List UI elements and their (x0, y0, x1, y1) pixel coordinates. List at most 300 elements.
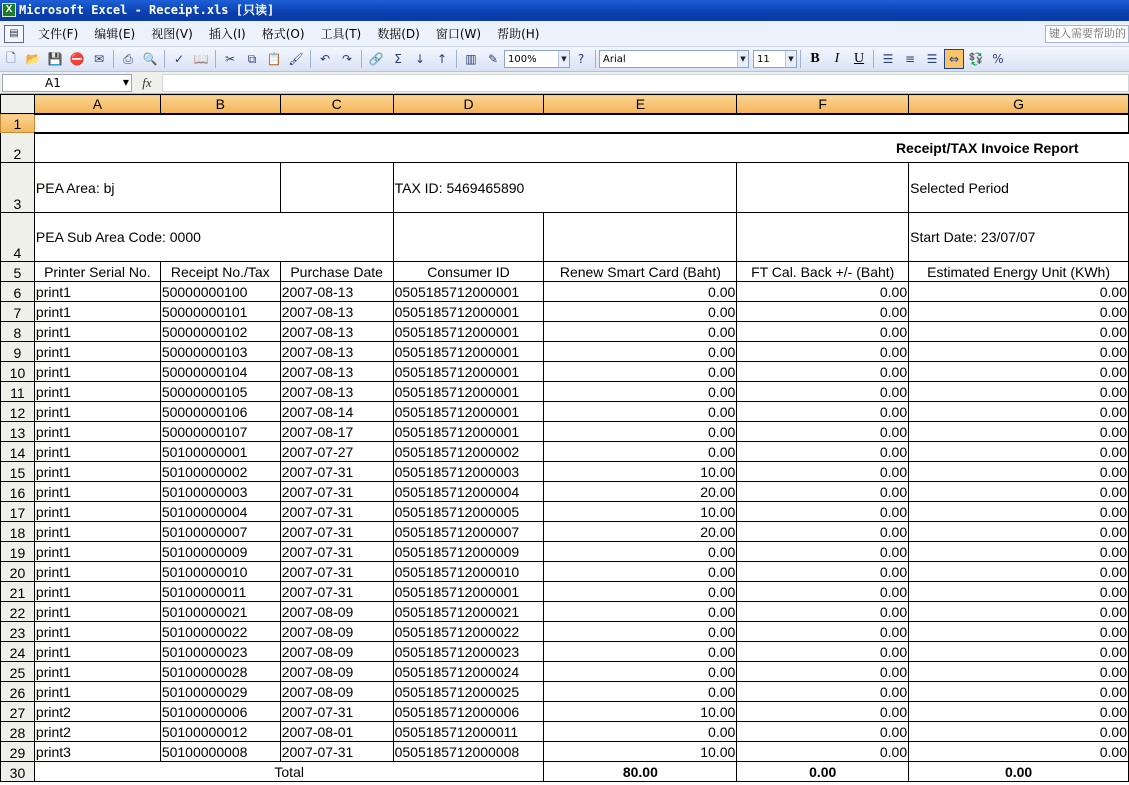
sort-ascending-icon[interactable]: ↓ (414, 52, 426, 66)
renew-smart-card-cell[interactable]: 10.00 (544, 702, 737, 722)
menu-tools[interactable]: 工具(T) (320, 27, 362, 41)
total-ft-value[interactable]: 0.00 (737, 762, 909, 782)
row-header[interactable]: 14 (1, 442, 35, 462)
printer-serial-cell[interactable]: print1 (34, 582, 160, 602)
estimated-energy-cell[interactable]: 0.00 (909, 462, 1129, 482)
renew-smart-card-cell[interactable]: 0.00 (544, 562, 737, 582)
printer-serial-cell[interactable]: print2 (34, 702, 160, 722)
insert-function-icon[interactable]: fx (142, 74, 152, 90)
purchase-date-cell[interactable]: 2007-08-13 (280, 322, 393, 342)
consumer-id-cell[interactable]: 0505185712000001 (393, 322, 544, 342)
printer-serial-cell[interactable]: print1 (34, 462, 160, 482)
printer-serial-cell[interactable]: print1 (34, 302, 160, 322)
receipt-no-cell[interactable]: 50100000001 (160, 442, 280, 462)
column-header-a[interactable]: A (34, 95, 160, 114)
ft-cal-back-cell[interactable]: 0.00 (737, 402, 909, 422)
align-center-icon[interactable]: ≡ (904, 52, 916, 66)
printer-serial-cell[interactable]: print1 (34, 362, 160, 382)
purchase-date-cell[interactable]: 2007-08-13 (280, 382, 393, 402)
renew-smart-card-cell[interactable]: 0.00 (544, 622, 737, 642)
purchase-date-cell[interactable]: 2007-08-09 (280, 622, 393, 642)
consumer-id-cell[interactable]: 0505185712000011 (393, 722, 544, 742)
formula-input[interactable] (162, 74, 1129, 92)
toolbar-separator (800, 50, 801, 68)
ft-cal-back-cell[interactable]: 0.00 (737, 302, 909, 322)
receipt-no-cell[interactable]: 50100000008 (160, 742, 280, 762)
printer-serial-cell[interactable]: print1 (34, 562, 160, 582)
ft-cal-back-cell[interactable]: 0.00 (737, 282, 909, 302)
estimated-energy-cell[interactable]: 0.00 (909, 702, 1129, 722)
renew-smart-card-cell[interactable]: 10.00 (544, 462, 737, 482)
total-renew-value[interactable]: 80.00 (544, 762, 737, 782)
pea-sub-area-label[interactable]: PEA Sub Area Code: 0000 (34, 213, 393, 262)
consumer-id-cell[interactable]: 0505185712000001 (393, 302, 544, 322)
header-receipt-no[interactable]: Receipt No./Tax (160, 262, 280, 282)
purchase-date-cell[interactable]: 2007-07-31 (280, 702, 393, 722)
toolbar-separator (164, 50, 165, 68)
receipt-no-cell[interactable]: 50100000021 (160, 602, 280, 622)
header-printer-serial[interactable]: Printer Serial No. (34, 262, 160, 282)
merge-center-icon[interactable]: ⇔ (944, 49, 964, 69)
row-header[interactable]: 27 (1, 702, 35, 722)
printer-serial-cell[interactable]: print1 (34, 542, 160, 562)
estimated-energy-cell[interactable]: 0.00 (909, 422, 1129, 442)
receipt-no-cell[interactable]: 50000000102 (160, 322, 280, 342)
row-header[interactable]: 1 (1, 114, 35, 133)
receipt-no-cell[interactable]: 50100000022 (160, 622, 280, 642)
purchase-date-cell[interactable]: 2007-07-31 (280, 542, 393, 562)
table-row (1, 502, 1129, 522)
empty-cell[interactable] (393, 213, 544, 262)
empty-cell[interactable] (737, 163, 909, 213)
row-header[interactable]: 22 (1, 602, 35, 622)
row-header[interactable]: 16 (1, 482, 35, 502)
printer-serial-cell[interactable]: print1 (34, 622, 160, 642)
row-header[interactable]: 8 (1, 322, 35, 342)
estimated-energy-cell[interactable]: 0.00 (909, 342, 1129, 362)
printer-serial-cell[interactable]: print3 (34, 742, 160, 762)
row-header[interactable]: 24 (1, 642, 35, 662)
consumer-id-cell[interactable]: 0505185712000023 (393, 642, 544, 662)
toolbar-separator (113, 50, 114, 68)
copy-icon[interactable]: ⧉ (247, 51, 257, 66)
renew-smart-card-cell[interactable]: 0.00 (544, 382, 737, 402)
window-title-bar (0, 0, 1129, 21)
purchase-date-cell[interactable]: 2007-08-13 (280, 342, 393, 362)
hyperlink-icon[interactable]: 🔗 (368, 52, 384, 66)
purchase-date-cell[interactable]: 2007-08-09 (280, 662, 393, 682)
row-header[interactable]: 2 (1, 133, 35, 163)
purchase-date-cell[interactable]: 2007-07-31 (280, 522, 393, 542)
receipt-no-cell[interactable]: 50000000106 (160, 402, 280, 422)
help-icon[interactable]: ? (577, 52, 585, 66)
renew-smart-card-cell[interactable]: 0.00 (544, 422, 737, 442)
estimated-energy-cell[interactable]: 0.00 (909, 502, 1129, 522)
estimated-energy-cell[interactable]: 0.00 (909, 322, 1129, 342)
estimated-energy-cell[interactable]: 0.00 (909, 742, 1129, 762)
column-header-d[interactable]: D (393, 95, 544, 114)
consumer-id-cell[interactable]: 0505185712000004 (393, 482, 544, 502)
menu-file[interactable]: 文件(F) (38, 27, 79, 41)
header-renew-smart-card[interactable]: Renew Smart Card (Baht) (544, 262, 737, 282)
bold-button[interactable]: B (810, 51, 820, 66)
chart-wizard-icon[interactable]: ▥ (465, 52, 477, 66)
receipt-no-cell[interactable]: 50100000003 (160, 482, 280, 502)
ft-cal-back-cell[interactable]: 0.00 (737, 362, 909, 382)
excel-app-icon[interactable]: X (2, 3, 16, 17)
receipt-no-cell[interactable]: 50100000007 (160, 522, 280, 542)
select-all-corner[interactable] (1, 95, 35, 114)
chevron-down-icon[interactable]: ▼ (122, 77, 129, 87)
renew-smart-card-cell[interactable]: 0.00 (544, 402, 737, 422)
consumer-id-cell[interactable]: 0505185712000005 (393, 502, 544, 522)
row-header[interactable]: 28 (1, 722, 35, 742)
table-row (1, 742, 1129, 762)
receipt-no-cell[interactable]: 50100000011 (160, 582, 280, 602)
estimated-energy-cell[interactable]: 0.00 (909, 382, 1129, 402)
receipt-no-cell[interactable]: 50100000006 (160, 702, 280, 722)
ft-cal-back-cell[interactable]: 0.00 (737, 562, 909, 582)
purchase-date-cell[interactable]: 2007-08-13 (280, 282, 393, 302)
ft-cal-back-cell[interactable]: 0.00 (737, 442, 909, 462)
autosum-icon[interactable]: Σ (394, 52, 402, 66)
printer-serial-cell[interactable]: print1 (34, 642, 160, 662)
consumer-id-cell[interactable]: 0505185712000025 (393, 682, 544, 702)
drawing-icon[interactable]: ✎ (487, 52, 499, 66)
total-label[interactable]: Total (34, 762, 544, 782)
consumer-id-cell[interactable]: 0505185712000022 (393, 622, 544, 642)
estimated-energy-cell[interactable]: 0.00 (909, 282, 1129, 302)
printer-serial-cell[interactable]: print1 (34, 442, 160, 462)
pea-area-label[interactable]: PEA Area: bj (34, 163, 280, 213)
purchase-date-cell[interactable]: 2007-07-31 (280, 482, 393, 502)
chevron-down-icon: ▼ (785, 51, 796, 67)
renew-smart-card-cell[interactable]: 20.00 (544, 482, 737, 502)
renew-smart-card-cell[interactable]: 0.00 (544, 582, 737, 602)
receipt-no-cell[interactable]: 50000000103 (160, 342, 280, 362)
cell-a1-selected[interactable] (34, 114, 1128, 133)
table-row (1, 662, 1129, 682)
purchase-date-cell[interactable]: 2007-07-31 (280, 562, 393, 582)
renew-smart-card-cell[interactable]: 0.00 (544, 602, 737, 622)
consumer-id-cell[interactable]: 0505185712000001 (393, 422, 544, 442)
estimated-energy-cell[interactable]: 0.00 (909, 682, 1129, 702)
receipt-no-cell[interactable]: 50100000010 (160, 562, 280, 582)
ft-cal-back-cell[interactable]: 0.00 (737, 722, 909, 742)
menu-help[interactable]: 帮助(H) (497, 27, 540, 41)
header-estimated-energy[interactable]: Estimated Energy Unit (KWh) (909, 262, 1129, 282)
ft-cal-back-cell[interactable]: 0.00 (737, 602, 909, 622)
printer-serial-cell[interactable]: print1 (34, 522, 160, 542)
start-date-label[interactable]: Start Date: 23/07/07 (909, 213, 1129, 262)
renew-smart-card-cell[interactable]: 0.00 (544, 322, 737, 342)
empty-cell[interactable] (544, 213, 737, 262)
printer-serial-cell[interactable]: print2 (34, 722, 160, 742)
consumer-id-cell[interactable]: 0505185712000021 (393, 602, 544, 622)
printer-serial-cell[interactable]: print1 (34, 602, 160, 622)
renew-smart-card-cell[interactable]: 0.00 (544, 722, 737, 742)
renew-smart-card-cell[interactable]: 0.00 (544, 662, 737, 682)
row-header[interactable]: 29 (1, 742, 35, 762)
table-row (1, 362, 1129, 382)
receipt-no-cell[interactable]: 50100000009 (160, 542, 280, 562)
estimated-energy-cell[interactable]: 0.00 (909, 622, 1129, 642)
printer-serial-cell[interactable]: print1 (34, 282, 160, 302)
purchase-date-cell[interactable]: 2007-08-09 (280, 642, 393, 662)
consumer-id-cell[interactable]: 0505185712000007 (393, 522, 544, 542)
toolbar-separator (873, 50, 874, 68)
row-header[interactable]: 26 (1, 682, 35, 702)
row-header[interactable]: 19 (1, 542, 35, 562)
consumer-id-cell[interactable]: 0505185712000001 (393, 582, 544, 602)
underline-button[interactable]: U (853, 51, 865, 66)
paste-icon[interactable]: 📋 (266, 52, 282, 66)
purchase-date-cell[interactable]: 2007-08-13 (280, 362, 393, 382)
printer-serial-cell[interactable]: print1 (34, 482, 160, 502)
font-size-select[interactable] (753, 50, 797, 68)
currency-icon[interactable]: 💱 (968, 52, 984, 66)
row-header[interactable]: 4 (1, 213, 35, 262)
italic-button[interactable]: I (834, 51, 840, 66)
row-header[interactable]: 23 (1, 622, 35, 642)
empty-cell[interactable] (280, 163, 393, 213)
column-header-c[interactable]: C (280, 95, 393, 114)
spelling-icon[interactable]: ✓ (173, 52, 185, 66)
row-header[interactable]: 21 (1, 582, 35, 602)
ft-cal-back-cell[interactable]: 0.00 (737, 422, 909, 442)
column-header-g[interactable]: G (909, 95, 1129, 114)
menu-edit[interactable]: 编辑(E) (94, 27, 136, 41)
renew-smart-card-cell[interactable]: 0.00 (544, 442, 737, 462)
purchase-date-cell[interactable]: 2007-08-14 (280, 402, 393, 422)
table-row (1, 522, 1129, 542)
row-header[interactable]: 25 (1, 662, 35, 682)
table-row (1, 482, 1129, 502)
consumer-id-cell[interactable]: 0505185712000006 (393, 702, 544, 722)
renew-smart-card-cell[interactable]: 0.00 (544, 302, 737, 322)
zoom-select[interactable] (504, 50, 570, 68)
row-header[interactable]: 3 (1, 163, 35, 213)
purchase-date-cell[interactable]: 2007-08-01 (280, 722, 393, 742)
receipt-no-cell[interactable]: 50100000002 (160, 462, 280, 482)
printer-serial-cell[interactable]: print1 (34, 682, 160, 702)
total-energy-value[interactable]: 0.00 (909, 762, 1129, 782)
ft-cal-back-cell[interactable]: 0.00 (737, 662, 909, 682)
print-icon[interactable]: ⎙ (123, 51, 133, 66)
print-preview-icon[interactable]: 🔍 (142, 52, 158, 66)
estimated-energy-cell[interactable]: 0.00 (909, 662, 1129, 682)
estimated-energy-cell[interactable]: 0.00 (909, 402, 1129, 422)
row-header[interactable]: 11 (1, 382, 35, 402)
estimated-energy-cell[interactable]: 0.00 (909, 442, 1129, 462)
row-header[interactable]: 9 (1, 342, 35, 362)
menu-insert[interactable]: 插入(I) (208, 27, 246, 41)
consumer-id-cell[interactable]: 0505185712000001 (393, 282, 544, 302)
consumer-id-cell[interactable]: 0505185712000009 (393, 542, 544, 562)
purchase-date-cell[interactable]: 2007-07-31 (280, 582, 393, 602)
save-icon[interactable]: 💾 (47, 52, 63, 66)
cut-icon[interactable]: ✂ (224, 52, 236, 66)
renew-smart-card-cell[interactable]: 0.00 (544, 542, 737, 562)
estimated-energy-cell[interactable]: 0.00 (909, 602, 1129, 622)
printer-serial-cell[interactable]: print1 (34, 502, 160, 522)
renew-smart-card-cell[interactable]: 0.00 (544, 282, 737, 302)
workbook-icon[interactable]: ▤ (4, 25, 24, 43)
row-header[interactable]: 7 (1, 302, 35, 322)
purchase-date-cell[interactable]: 2007-07-31 (280, 502, 393, 522)
receipt-no-cell[interactable]: 50000000101 (160, 302, 280, 322)
receipt-no-cell[interactable]: 50000000105 (160, 382, 280, 402)
purchase-date-cell[interactable]: 2007-08-09 (280, 602, 393, 622)
ft-cal-back-cell[interactable]: 0.00 (737, 742, 909, 762)
receipt-no-cell[interactable]: 50100000028 (160, 662, 280, 682)
ft-cal-back-cell[interactable]: 0.00 (737, 642, 909, 662)
printer-serial-cell[interactable]: print1 (34, 342, 160, 362)
selected-period-label[interactable]: Selected Period (909, 163, 1129, 213)
consumer-id-cell[interactable]: 0505185712000010 (393, 562, 544, 582)
row-header[interactable]: 15 (1, 462, 35, 482)
renew-smart-card-cell[interactable]: 0.00 (544, 682, 737, 702)
receipt-no-cell[interactable]: 50000000107 (160, 422, 280, 442)
redo-icon[interactable]: ↷ (341, 52, 353, 66)
estimated-energy-cell[interactable]: 0.00 (909, 522, 1129, 542)
row-header[interactable]: 10 (1, 362, 35, 382)
renew-smart-card-cell[interactable]: 0.00 (544, 342, 737, 362)
report-title[interactable]: Receipt/TAX Invoice Report (34, 133, 1128, 163)
row-header[interactable]: 13 (1, 422, 35, 442)
printer-serial-cell[interactable]: print1 (34, 382, 160, 402)
ft-cal-back-cell[interactable]: 0.00 (737, 342, 909, 362)
ft-cal-back-cell[interactable]: 0.00 (737, 682, 909, 702)
ft-cal-back-cell[interactable]: 0.00 (737, 482, 909, 502)
ft-cal-back-cell[interactable]: 0.00 (737, 582, 909, 602)
table-row (1, 642, 1129, 662)
printer-serial-cell[interactable]: print1 (34, 322, 160, 342)
ft-cal-back-cell[interactable]: 0.00 (737, 542, 909, 562)
consumer-id-cell[interactable]: 0505185712000002 (393, 442, 544, 462)
align-right-icon[interactable]: ☰ (926, 52, 938, 66)
row-header[interactable]: 17 (1, 502, 35, 522)
ft-cal-back-cell[interactable]: 0.00 (737, 322, 909, 342)
row-header[interactable]: 30 (1, 762, 35, 782)
menu-view[interactable]: 视图(V) (151, 27, 193, 41)
estimated-energy-cell[interactable]: 0.00 (909, 482, 1129, 502)
table-row (1, 542, 1129, 562)
research-icon[interactable]: 📖 (193, 52, 209, 66)
row-header[interactable]: 18 (1, 522, 35, 542)
table-row (1, 302, 1129, 322)
receipt-no-cell[interactable]: 50000000100 (160, 282, 280, 302)
printer-serial-cell[interactable]: print1 (34, 422, 160, 442)
consumer-id-cell[interactable]: 0505185712000024 (393, 662, 544, 682)
table-row (1, 382, 1129, 402)
ft-cal-back-cell[interactable]: 0.00 (737, 462, 909, 482)
estimated-energy-cell[interactable]: 0.00 (909, 542, 1129, 562)
worksheet-table (0, 94, 1129, 782)
consumer-id-cell[interactable]: 0505185712000008 (393, 742, 544, 762)
open-folder-icon[interactable]: 📂 (25, 52, 41, 66)
row-header[interactable]: 5 (1, 262, 35, 282)
percent-button[interactable]: % (992, 52, 1004, 66)
renew-smart-card-cell[interactable]: 0.00 (544, 362, 737, 382)
sort-descending-icon[interactable]: ↑ (436, 52, 448, 66)
column-header-f[interactable]: F (737, 95, 909, 114)
estimated-energy-cell[interactable]: 0.00 (909, 302, 1129, 322)
consumer-id-cell[interactable]: 0505185712000001 (393, 402, 544, 422)
toolbar-separator (215, 50, 216, 68)
help-search-input[interactable]: 键入需要帮助的 (1045, 25, 1129, 43)
purchase-date-cell[interactable]: 2007-07-31 (280, 742, 393, 762)
printer-serial-cell[interactable]: print1 (34, 662, 160, 682)
ft-cal-back-cell[interactable]: 0.00 (737, 382, 909, 402)
new-document-icon[interactable]: 🗋 (6, 50, 16, 65)
receipt-no-cell[interactable]: 50100000023 (160, 642, 280, 662)
name-box[interactable] (2, 74, 132, 92)
renew-smart-card-cell[interactable]: 0.00 (544, 642, 737, 662)
header-ft-cal-back[interactable]: FT Cal. Back +/- (Baht) (737, 262, 909, 282)
ft-cal-back-cell[interactable]: 0.00 (737, 502, 909, 522)
receipt-no-cell[interactable]: 50100000012 (160, 722, 280, 742)
receipt-no-cell[interactable]: 50100000029 (160, 682, 280, 702)
printer-serial-cell[interactable]: print1 (34, 402, 160, 422)
menu-window[interactable]: 窗口(W) (435, 27, 482, 41)
consumer-id-cell[interactable]: 0505185712000001 (393, 342, 544, 362)
estimated-energy-cell[interactable]: 0.00 (909, 362, 1129, 382)
permission-icon[interactable]: ⛔ (69, 52, 85, 66)
header-purchase-date[interactable]: Purchase Date (280, 262, 393, 282)
table-row (1, 322, 1129, 342)
estimated-energy-cell[interactable]: 0.00 (909, 562, 1129, 582)
row-header[interactable]: 12 (1, 402, 35, 422)
estimated-energy-cell[interactable]: 0.00 (909, 642, 1129, 662)
renew-smart-card-cell[interactable]: 10.00 (544, 502, 737, 522)
window-title: Microsoft Excel - Receipt.xls [只读] (19, 3, 275, 17)
header-consumer-id[interactable]: Consumer ID (393, 262, 544, 282)
menu-format[interactable]: 格式(O) (261, 27, 305, 41)
purchase-date-cell[interactable]: 2007-08-09 (280, 682, 393, 702)
align-left-icon[interactable]: ☰ (882, 52, 894, 66)
empty-cell[interactable] (737, 213, 909, 262)
ft-cal-back-cell[interactable]: 0.00 (737, 522, 909, 542)
table-row (1, 682, 1129, 702)
consumer-id-cell[interactable]: 0505185712000001 (393, 382, 544, 402)
ft-cal-back-cell[interactable]: 0.00 (737, 702, 909, 722)
ft-cal-back-cell[interactable]: 0.00 (737, 622, 909, 642)
receipt-no-cell[interactable]: 50100000004 (160, 502, 280, 522)
tax-id-label[interactable]: TAX ID: 5469465890 (393, 163, 737, 213)
email-icon[interactable]: ✉ (93, 52, 105, 66)
font-name-select[interactable] (599, 50, 749, 68)
renew-smart-card-cell[interactable]: 20.00 (544, 522, 737, 542)
format-painter-icon[interactable]: 🖌 (288, 52, 304, 66)
purchase-date-cell[interactable]: 2007-07-31 (280, 462, 393, 482)
column-header-e[interactable]: E (544, 95, 737, 114)
estimated-energy-cell[interactable]: 0.00 (909, 582, 1129, 602)
column-header-b[interactable]: B (160, 95, 280, 114)
menu-data[interactable]: 数据(D) (377, 27, 420, 41)
purchase-date-cell[interactable]: 2007-08-17 (280, 422, 393, 442)
consumer-id-cell[interactable]: 0505185712000001 (393, 362, 544, 382)
purchase-date-cell[interactable]: 2007-07-27 (280, 442, 393, 462)
consumer-id-cell[interactable]: 0505185712000003 (393, 462, 544, 482)
row-header[interactable]: 6 (1, 282, 35, 302)
estimated-energy-cell[interactable]: 0.00 (909, 722, 1129, 742)
renew-smart-card-cell[interactable]: 10.00 (544, 742, 737, 762)
undo-icon[interactable]: ↶ (319, 52, 331, 66)
receipt-no-cell[interactable]: 50000000104 (160, 362, 280, 382)
row-header[interactable]: 20 (1, 562, 35, 582)
purchase-date-cell[interactable]: 2007-08-13 (280, 302, 393, 322)
